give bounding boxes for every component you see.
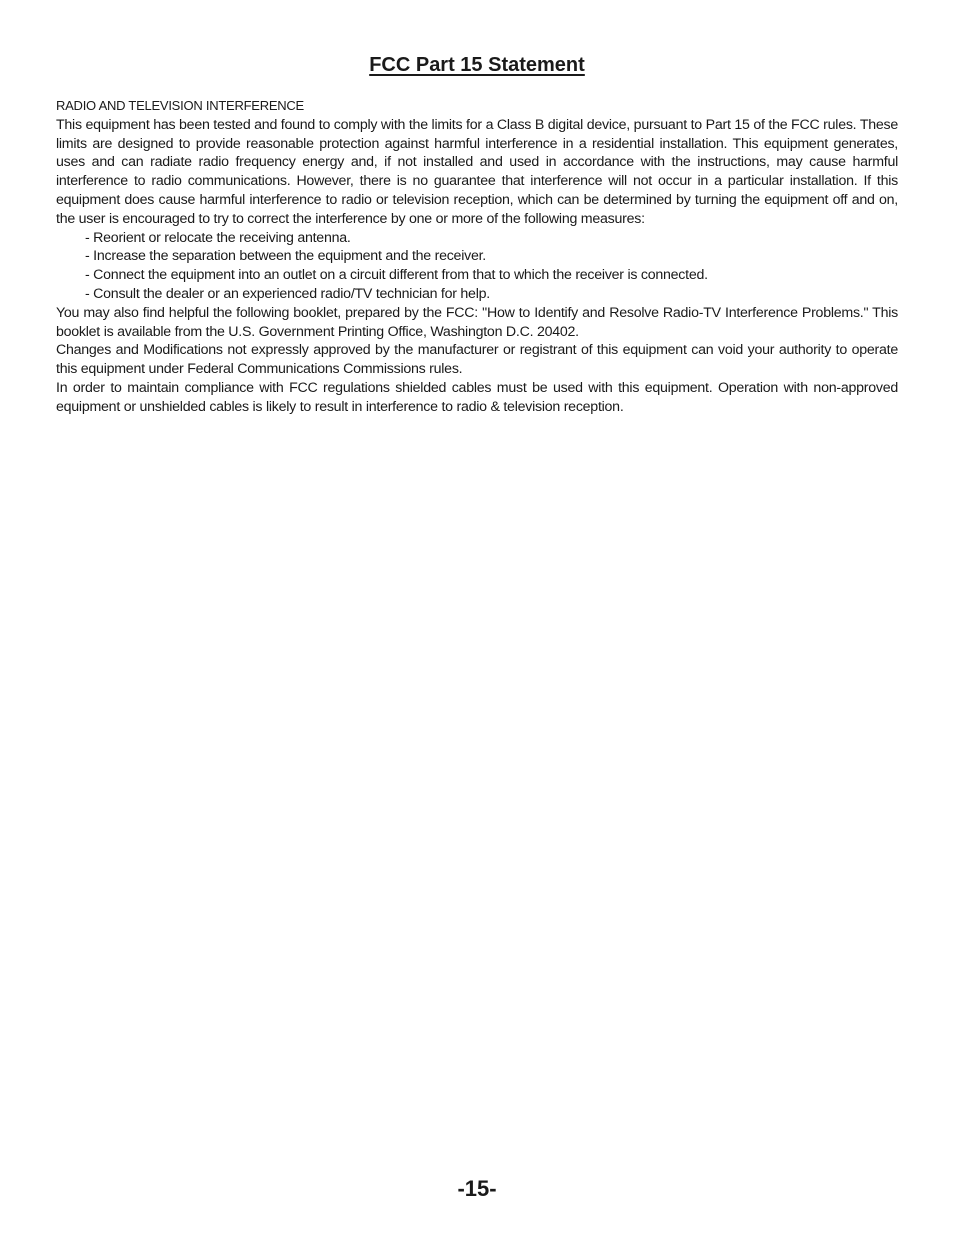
booklet-paragraph: You may also find helpful the following booklet, prepared by the FCC: "How to Identify and Resolve Radio-TV Interference Problems." This booklet is available from the U.S. Government Printing Office, Washington D.C. 20402.	[56, 304, 898, 340]
cables-paragraph: In order to maintain compliance with FCC regulations shielded cables must be used with this equipment. Operation with non-approved equipment or unshielded cables is likely to result in interference to radio & television reception.	[56, 379, 898, 415]
section-heading: RADIO AND TELEVISION INTERFERENCE	[56, 98, 304, 113]
statement-body	[56, 97, 898, 417]
modifications-paragraph: Changes and Modifications not expressly approved by the manufacturer or registrant of this equipment can void your authority to operate this equipment under Federal Communications Commissions rules.	[56, 342, 898, 378]
measure-item: - Connect the equipment into an outlet on a circuit different from that to which the receiver is connected.	[85, 267, 708, 284]
page-title: FCC Part 15 Statement	[369, 54, 585, 76]
measure-item: - Consult the dealer or an experienced radio/TV technician for help.	[85, 285, 490, 302]
measure-item: - Reorient or relocate the receiving antenna.	[85, 229, 351, 246]
page-number: -15-	[457, 1176, 497, 1201]
intro-paragraph: This equipment has been tested and found to comply with the limits for a Class B digital device, pursuant to Part 15 of the FCC rules. These limits are designed to provide reasonable protection against harmful interference in a residential installation. This equipment generates, uses and can radiate radio frequency energy and, if not installed and used in accordance with the instructions, may cause harmful interference to radio communications. However, there is no guarantee that interference will not occur in a particular installation. If this equipment does cause harmful interference to radio or television reception, which can be determined by turning the equipment off and on, the user is encouraged to try to correct the interference by one or more of the following measures:	[56, 116, 898, 227]
measures-list	[56, 229, 898, 304]
measure-item: - Increase the separation between the equipment and the receiver.	[85, 248, 486, 265]
